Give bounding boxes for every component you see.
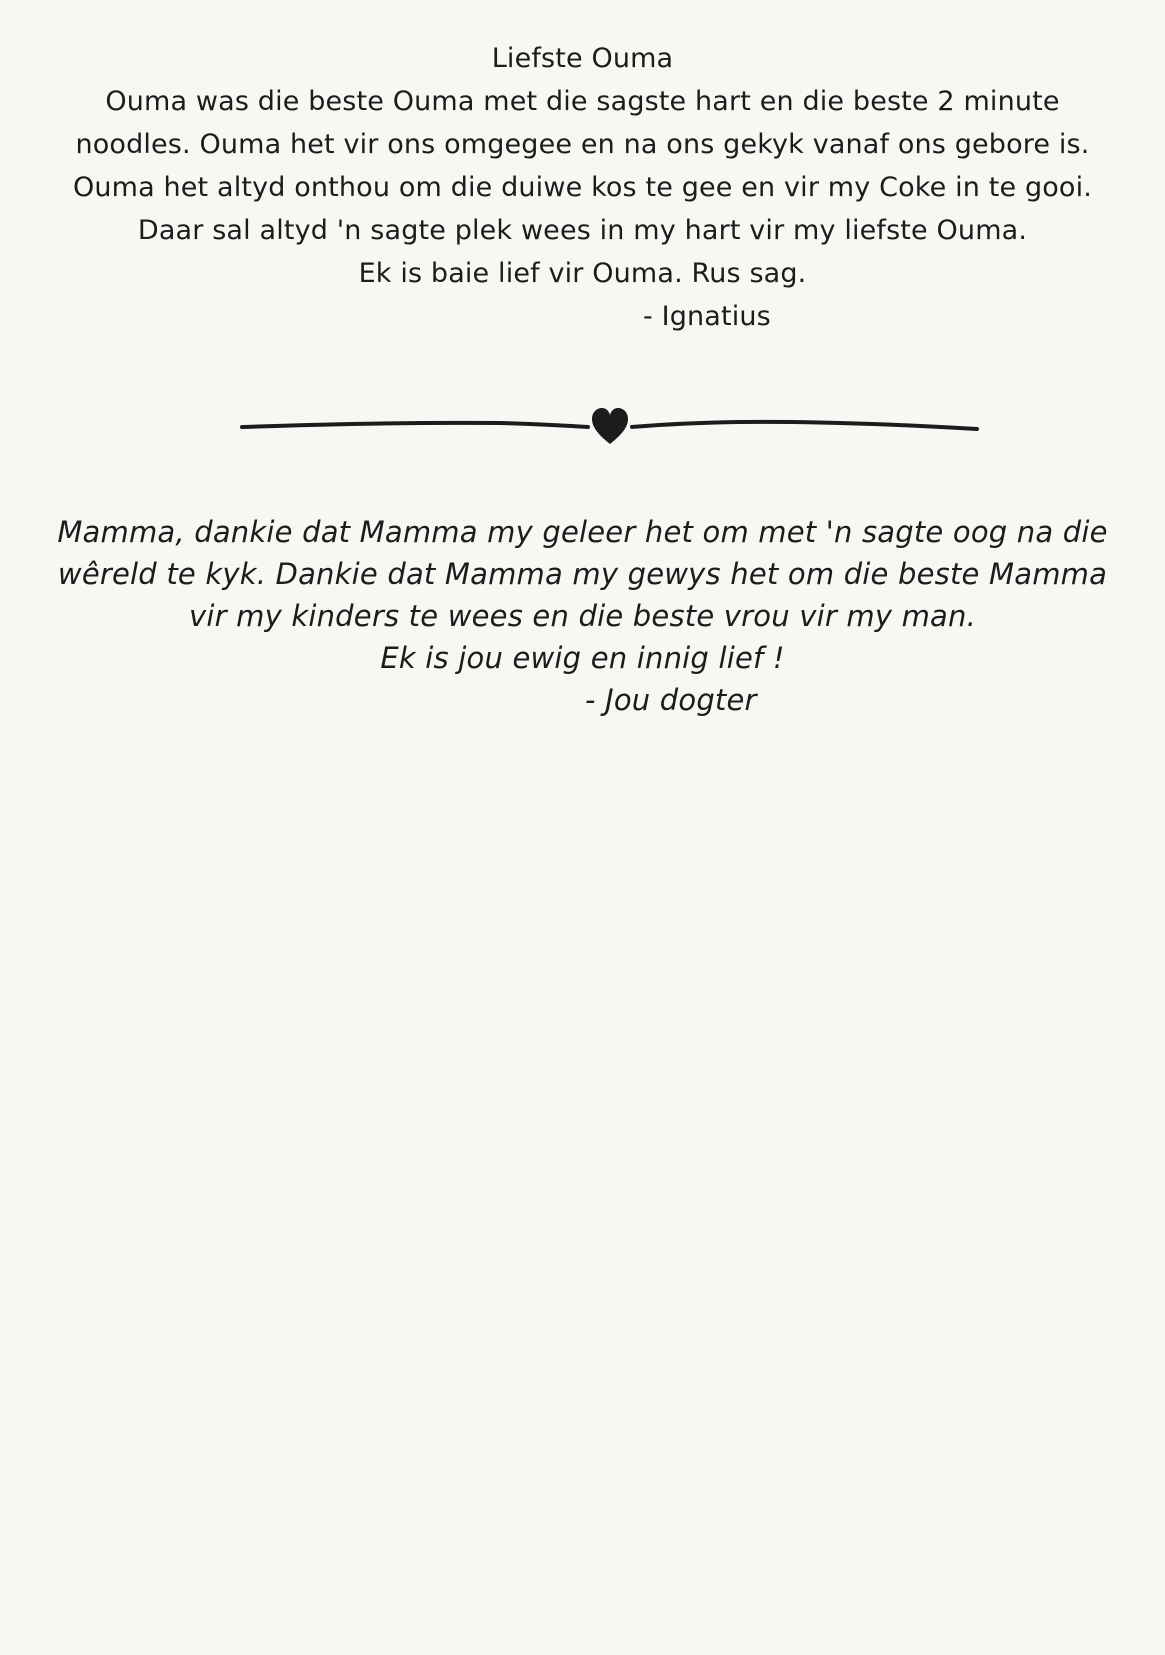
divider-line-left [242, 423, 588, 427]
tribute-line: vir my kinders te wees en die beste vrou vir my man. [188, 599, 977, 633]
signature-daughter: - Jou dogter [585, 683, 757, 717]
tribute-line: Ek is jou ewig en innig lief ! [380, 641, 785, 675]
heart-icon [592, 408, 628, 444]
tribute-line: Daar sal altyd 'n sagte plek wees in my hart vir my liefste Ouma. [137, 215, 1028, 246]
heart-divider [240, 400, 980, 452]
tribute-line: Ek is baie lief vir Ouma. Rus sag. [358, 258, 807, 289]
tribute-title: Liefste Ouma [491, 43, 674, 74]
tribute-line: Mamma, dankie dat Mamma my geleer het om met 'n sagte oog na die [57, 515, 1108, 549]
tribute-line: Ouma het altyd onthou om die duiwe kos te gee en vir my Coke in te gooi. [72, 172, 1092, 203]
divider-line-right [632, 422, 977, 429]
signature-ignatius: - Ignatius [643, 301, 771, 332]
tribute-daughter [20, 511, 1145, 721]
tribute-line: Ouma was die beste Ouma met die sagste hart en die beste 2 minute [105, 86, 1060, 117]
tribute-line: noodles. Ouma het vir ons omgegee en na ons gekyk vanaf ons gebore is. [75, 129, 1090, 160]
tribute-ignatius [20, 37, 1145, 338]
tribute-line: wêreld te kyk. Dankie dat Mamma my gewys het om die beste Mamma [57, 557, 1108, 591]
